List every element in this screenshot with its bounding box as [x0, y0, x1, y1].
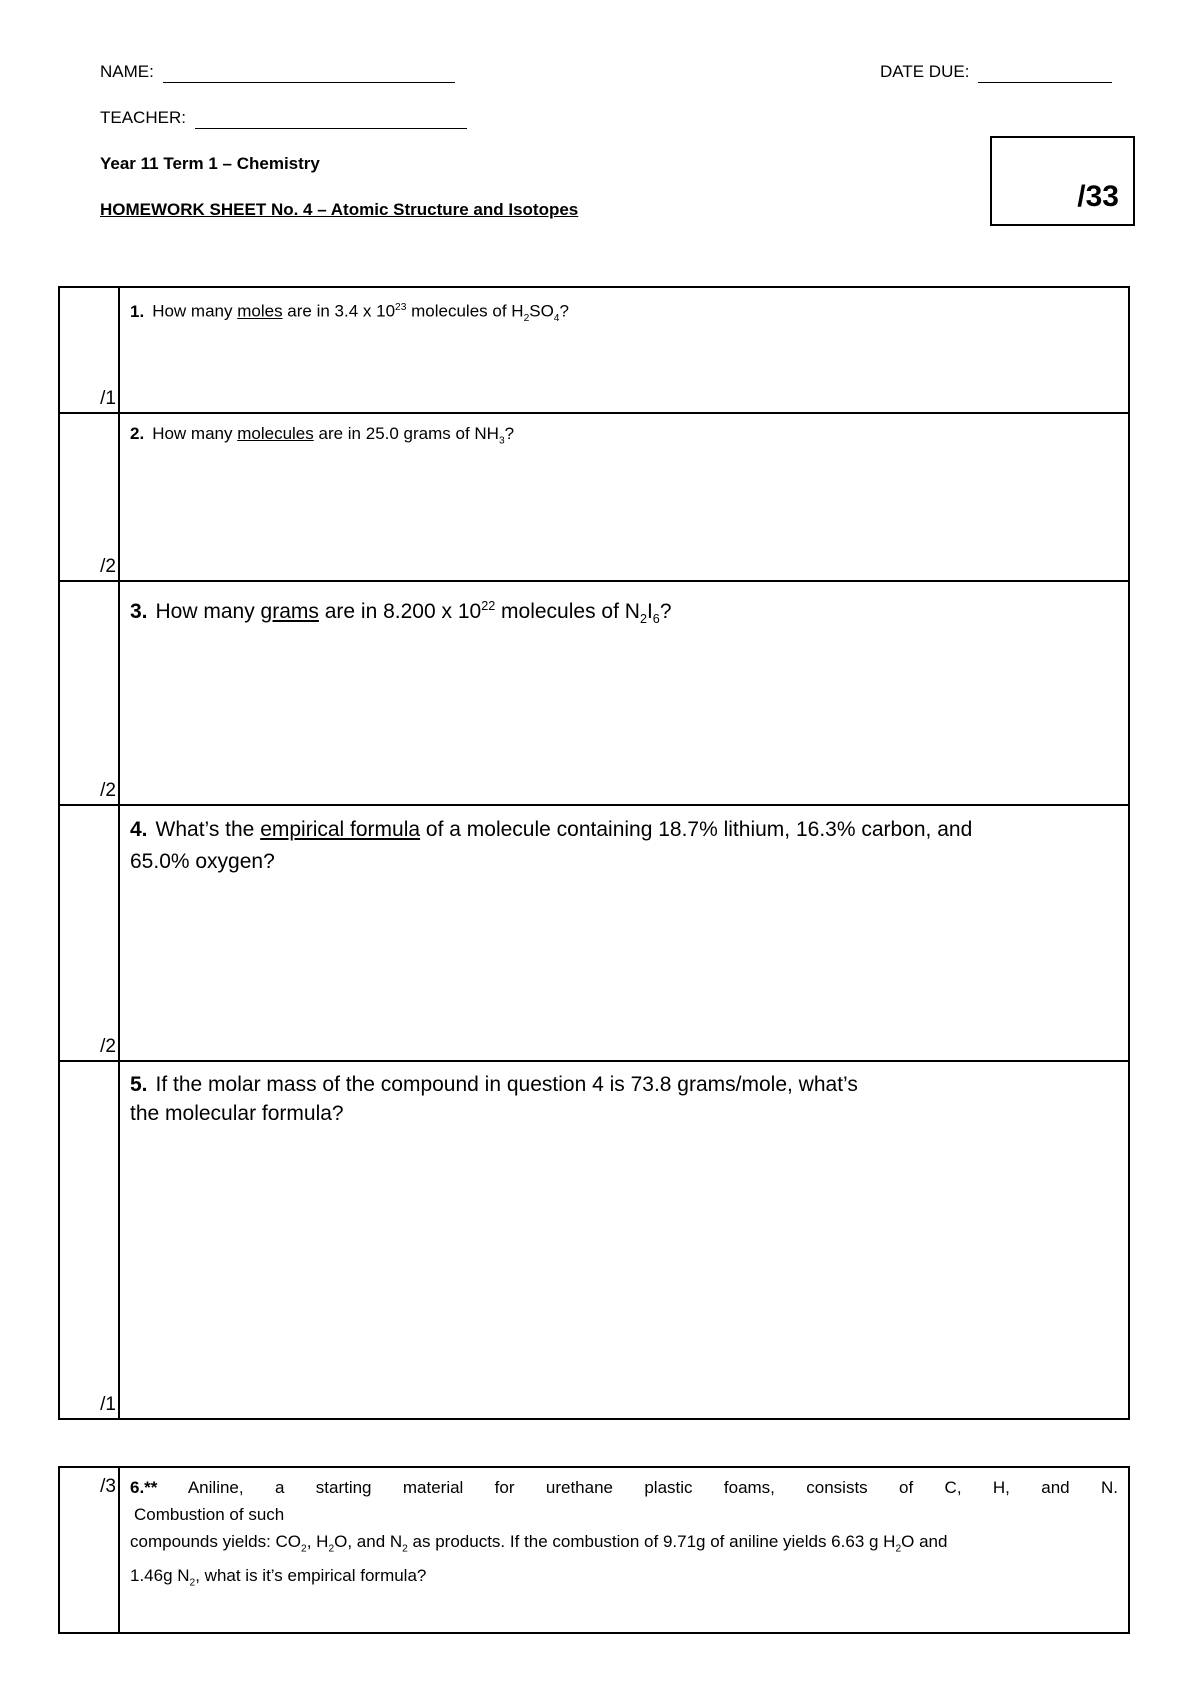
- question-number: 5.: [130, 1073, 148, 1096]
- question-3-text: 3. How many grams are in 8.200 x $10^{22}$ molecules of $N_2I_6$?: [130, 599, 672, 627]
- answer-area[interactable]: [119, 413, 1129, 581]
- marks-cell: [59, 581, 119, 805]
- marks-cell: [59, 413, 119, 581]
- teacher-blank[interactable]: [195, 108, 467, 129]
- teacher-label: TEACHER:: [100, 108, 186, 127]
- sheet-title: HOMEWORK SHEET No. 4 – Atomic Structure and Isotopes: [100, 200, 579, 219]
- total-marks: /33: [1077, 180, 1119, 213]
- question-1-text: 1. How many moles are in 3.4 x $10^{23}$ molecules of $H_2SO_4$?: [130, 301, 569, 325]
- question-row: [59, 287, 1129, 413]
- question-number: 2.: [130, 424, 145, 443]
- course-title: Year 11 Term 1 – Chemistry: [100, 154, 320, 173]
- question-4-text: 4. What’s the empirical formula of a molecule containing 18.7% lithium, 16.3% carbon, and 65.0% oxygen?: [130, 818, 973, 873]
- answer-area[interactable]: [119, 581, 1129, 805]
- date-due-blank[interactable]: [978, 62, 1112, 83]
- answer-area[interactable]: [119, 287, 1129, 413]
- keyword: molecules: [237, 424, 314, 443]
- question-row: [59, 805, 1129, 1061]
- total-score-box: [990, 136, 1135, 226]
- answer-area[interactable]: [119, 805, 1129, 1061]
- question-marks: /1: [100, 1394, 116, 1415]
- question-marks: /2: [100, 1036, 116, 1057]
- question-row: [59, 1467, 1129, 1633]
- teacher-field[interactable]: [100, 108, 467, 129]
- question-row: [59, 413, 1129, 581]
- question-marks: /2: [100, 556, 116, 577]
- question-marks: /2: [100, 780, 116, 801]
- marks-cell: [59, 805, 119, 1061]
- keyword: grams: [260, 600, 319, 623]
- question-number: 3.: [130, 600, 148, 623]
- questions-table: [58, 286, 1130, 1420]
- question-number: 1.: [130, 301, 145, 321]
- answer-area[interactable]: [119, 1061, 1129, 1419]
- marks-cell: [59, 287, 119, 413]
- question-5-text: 5. If the molar mass of the compound in question 4 is 73.8 grams/mole, what’s the molecular formula?: [130, 1073, 858, 1125]
- question-row: [59, 581, 1129, 805]
- name-blank[interactable]: [163, 62, 455, 83]
- question-marks: /1: [100, 388, 116, 409]
- date-due-label: DATE DUE:: [880, 62, 970, 81]
- marks-cell: [59, 1467, 119, 1633]
- question-number: 4.: [130, 818, 148, 841]
- question-marks: /3: [100, 1476, 116, 1497]
- name-label: NAME:: [100, 62, 154, 81]
- answer-area[interactable]: [119, 1467, 1129, 1633]
- name-field[interactable]: [100, 62, 455, 83]
- question-2-text: 2. How many molecules are in 25.0 grams of $NH_3$?: [130, 424, 515, 447]
- question-number: 6.**: [130, 1478, 158, 1497]
- keyword: empirical formula: [260, 818, 421, 841]
- question-6-table: [58, 1466, 1130, 1634]
- keyword: moles: [237, 301, 283, 321]
- question-6-text: 6.** Aniline, a starting material for urethane plastic foams, consists of C, H, and N. Combustion of such compounds yields: $CO_2$, $H_2O$, and $N_2$ as products. If the combustion of 9.71g of aniline yields 6.63 g $H_2O$ and 1.46g $N_2$, what is it’s empirical formula?: [130, 1478, 1118, 1589]
- question-row: [59, 1061, 1129, 1419]
- marks-cell: [59, 1061, 119, 1419]
- date-due-field[interactable]: [880, 62, 1112, 83]
